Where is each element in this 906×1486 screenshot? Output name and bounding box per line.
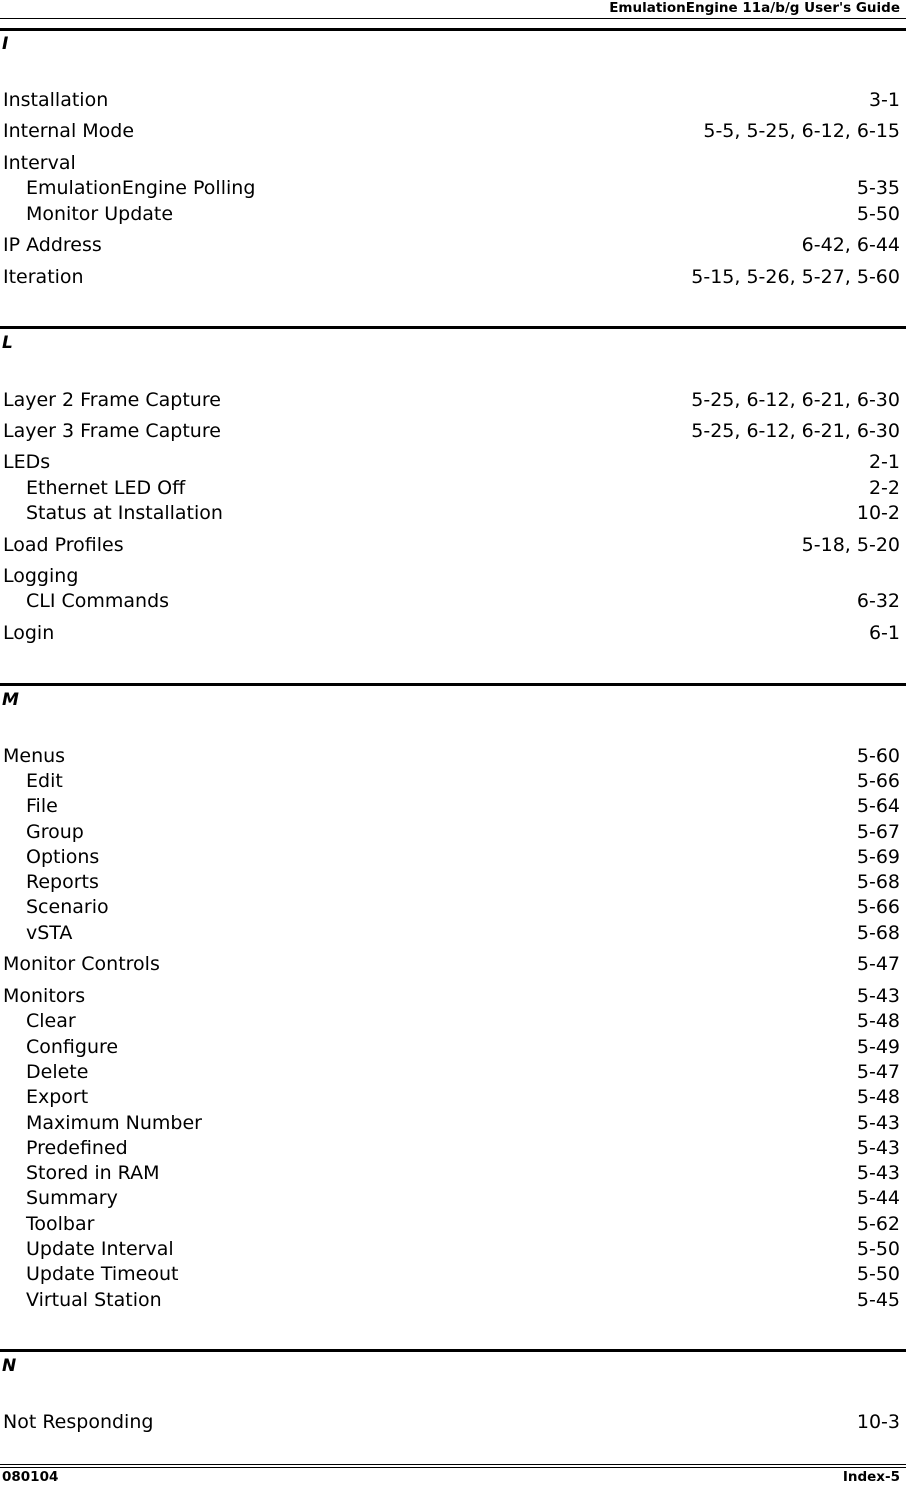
index-subentry-scenario [26, 896, 900, 918]
index-pages: 5-50 [856, 1238, 900, 1260]
index-subentry-configure [26, 1036, 900, 1058]
index-pages: 5-50 [856, 203, 900, 225]
index-term: Layer 3 Frame Capture [3, 420, 221, 442]
footer-divider-secondary [0, 1467, 906, 1468]
index-term: Monitors [3, 985, 86, 1007]
section-divider-l [0, 326, 906, 329]
index-entry-ip-address [3, 234, 900, 256]
index-subentry-reports [26, 871, 900, 893]
index-term: Menus [3, 745, 66, 767]
index-term: EmulationEngine Polling [26, 177, 256, 199]
index-subentry-status-at-installation [26, 502, 900, 524]
index-term: Summary [26, 1187, 118, 1209]
index-term: Scenario [26, 896, 109, 918]
index-entry-interval [3, 152, 900, 174]
index-pages: 5-15, 5-26, 5-27, 5-60 [691, 266, 900, 288]
index-term: Internal Mode [3, 120, 135, 142]
index-term: Not Responding [3, 1411, 154, 1433]
index-pages: 5-44 [856, 1187, 900, 1209]
index-term: Iteration [3, 266, 84, 288]
index-entry-menus [3, 745, 900, 767]
index-term: Export [26, 1086, 89, 1108]
index-entry-monitor-controls [3, 953, 900, 975]
index-pages: 5-5, 5-25, 6-12, 6-15 [703, 120, 900, 142]
footer-page-label: Index-5 [842, 1469, 900, 1485]
index-term: Load Profiles [3, 534, 124, 556]
index-entry-logging [3, 565, 900, 587]
index-term: Maximum Number [26, 1112, 202, 1134]
index-pages: 5-45 [856, 1289, 900, 1311]
index-subentry-predefined [26, 1137, 900, 1159]
index-term: Stored in RAM [26, 1162, 160, 1184]
index-pages: 5-66 [856, 896, 900, 918]
index-term: Update Interval [26, 1238, 174, 1260]
index-pages: 5-35 [856, 177, 900, 199]
index-pages: 5-43 [856, 1162, 900, 1184]
index-subentry-options [26, 846, 900, 868]
index-subentry-delete [26, 1061, 900, 1083]
index-term: Predefined [26, 1137, 128, 1159]
index-term: Edit [26, 770, 63, 792]
index-term: CLI Commands [26, 590, 170, 612]
index-subentry-export [26, 1086, 900, 1108]
section-letter-n: N [2, 1356, 17, 1376]
index-entry-leds [3, 451, 900, 473]
index-subentry-maximum-number [26, 1112, 900, 1134]
index-pages: 5-43 [856, 1137, 900, 1159]
index-pages: 5-43 [856, 1112, 900, 1134]
index-term: Delete [26, 1061, 89, 1083]
index-term: Toolbar [26, 1213, 95, 1235]
index-term: Installation [3, 89, 109, 111]
index-subentry-group [26, 821, 900, 843]
section-letter-m: M [2, 690, 19, 710]
index-term: Logging [3, 565, 79, 587]
index-pages: 5-68 [856, 922, 900, 944]
index-pages: 5-68 [856, 871, 900, 893]
index-pages: 5-60 [856, 745, 900, 767]
index-subentry-toolbar [26, 1213, 900, 1235]
index-entry-iteration [3, 266, 900, 288]
section-divider-m [0, 683, 906, 686]
index-pages: 5-62 [856, 1213, 900, 1235]
index-entry-internal-mode [3, 120, 900, 142]
index-pages: 5-47 [856, 1061, 900, 1083]
index-subentry-clear [26, 1010, 900, 1032]
index-subentry-file [26, 795, 900, 817]
section-divider-i [0, 28, 906, 31]
index-term: LEDs [3, 451, 51, 473]
index-pages: 5-47 [856, 953, 900, 975]
index-term: Status at Installation [26, 502, 223, 524]
index-subentry-stored-in-ram [26, 1162, 900, 1184]
index-pages: 5-43 [856, 985, 900, 1007]
index-pages: 5-66 [856, 770, 900, 792]
index-entry-layer-3-frame-capture [3, 420, 900, 442]
header-divider [0, 18, 906, 19]
index-entry-monitors [3, 985, 900, 1007]
index-subentry-ethernet-led-off [26, 477, 900, 499]
index-pages: 10-2 [856, 502, 900, 524]
index-pages: 5-48 [856, 1010, 900, 1032]
index-pages: 5-50 [856, 1263, 900, 1285]
index-term: IP Address [3, 234, 102, 256]
index-pages: 5-18, 5-20 [801, 534, 900, 556]
index-pages: 2-1 [868, 451, 900, 473]
index-term: Reports [26, 871, 99, 893]
index-term: Options [26, 846, 100, 868]
index-term: Ethernet LED Off [26, 477, 186, 499]
index-term: Group [26, 821, 84, 843]
index-subentry-update-timeout [26, 1263, 900, 1285]
index-term: Configure [26, 1036, 119, 1058]
index-term: Update Timeout [26, 1263, 179, 1285]
index-term: Monitor Controls [3, 953, 160, 975]
index-pages: 6-42, 6-44 [801, 234, 900, 256]
index-pages: 5-25, 6-12, 6-21, 6-30 [691, 420, 900, 442]
index-entry-not-responding [3, 1411, 900, 1433]
index-pages: 5-67 [856, 821, 900, 843]
index-term: Interval [3, 152, 76, 174]
index-pages: 5-49 [856, 1036, 900, 1058]
footer-divider [0, 1464, 906, 1465]
index-pages: 6-1 [868, 622, 900, 644]
index-subentry-emulationengine-polling [26, 177, 900, 199]
index-subentry-vsta [26, 922, 900, 944]
section-divider-n [0, 1349, 906, 1352]
index-subentry-cli-commands [26, 590, 900, 612]
index-term: Layer 2 Frame Capture [3, 389, 221, 411]
index-entry-load-profiles [3, 534, 900, 556]
index-entry-installation [3, 89, 900, 111]
index-term: Clear [26, 1010, 76, 1032]
index-term: Login [3, 622, 55, 644]
index-pages: 5-25, 6-12, 6-21, 6-30 [691, 389, 900, 411]
index-subentry-edit [26, 770, 900, 792]
index-pages: 2-2 [868, 477, 900, 499]
section-letter-i: I [2, 34, 9, 54]
index-pages: 10-3 [856, 1411, 900, 1433]
index-subentry-monitor-update [26, 203, 900, 225]
index-subentry-update-interval [26, 1238, 900, 1260]
index-subentry-virtual-station [26, 1289, 900, 1311]
index-pages: 5-69 [856, 846, 900, 868]
index-subentry-summary [26, 1187, 900, 1209]
index-entry-layer-2-frame-capture [3, 389, 900, 411]
index-pages: 5-64 [856, 795, 900, 817]
index-entry-login [3, 622, 900, 644]
footer-doc-number: 080104 [2, 1469, 59, 1485]
index-term: Monitor Update [26, 203, 174, 225]
section-letter-l: L [2, 333, 13, 353]
index-term: vSTA [26, 922, 73, 944]
index-pages: 6-32 [856, 590, 900, 612]
index-term: Virtual Station [26, 1289, 162, 1311]
index-pages: 5-48 [856, 1086, 900, 1108]
index-pages: 3-1 [868, 89, 900, 111]
page-header-title: EmulationEngine 11a/b/g User's Guide [609, 0, 900, 16]
index-term: File [26, 795, 58, 817]
